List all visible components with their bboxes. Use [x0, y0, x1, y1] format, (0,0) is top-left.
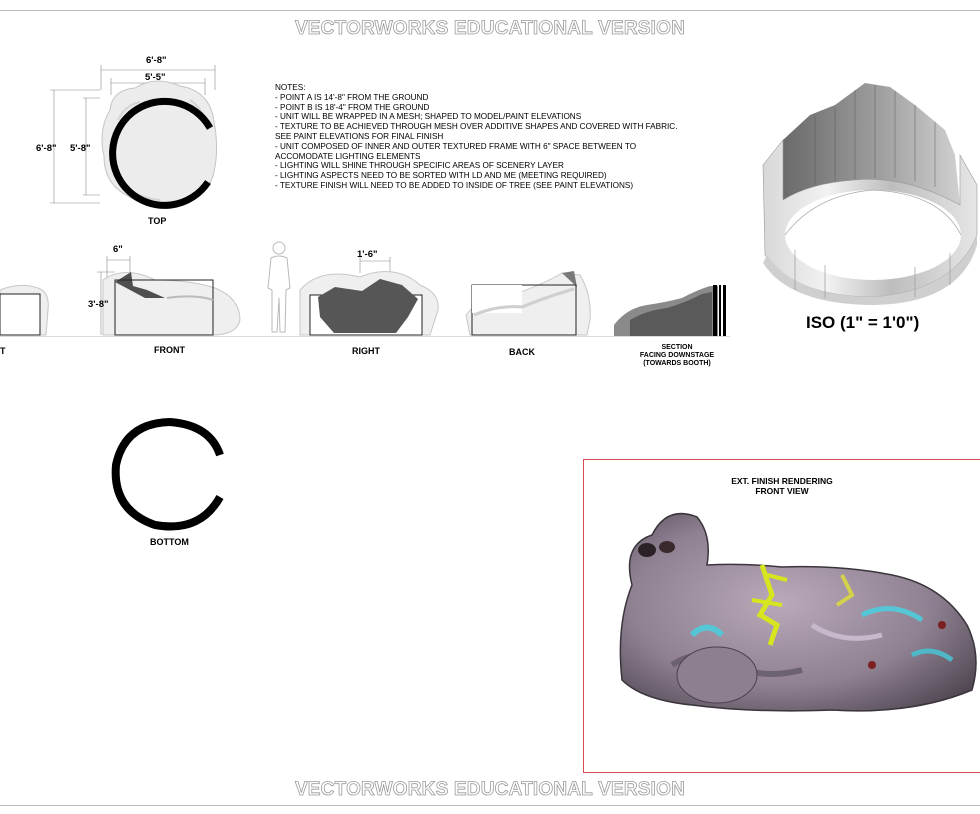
front-elevation-drawing — [95, 250, 245, 340]
top-dim-inner-width: 5'-5" — [145, 72, 166, 83]
top-border-line — [0, 10, 980, 11]
notes-block — [275, 83, 677, 191]
left-elevation-drawing — [0, 280, 55, 340]
front-elevation-label: FRONT — [154, 345, 185, 355]
note-line: - TEXTURE FINISH WILL NEED TO BE ADDED TO INSIDE OF TREE (SEE PAINT ELEVATIONS) — [275, 180, 634, 190]
note-line: - POINT B IS 18'-4" FROM THE GROUND — [275, 102, 430, 112]
rendering-title — [584, 476, 980, 496]
top-view-label: TOP — [148, 216, 167, 226]
rendering-title-line: EXT. FINISH RENDERING — [731, 476, 833, 486]
section-label-line: SECTION — [661, 344, 693, 351]
section-label — [617, 344, 737, 368]
note-line: ACCOMODATE LIGHTING ELEMENTS — [275, 151, 421, 161]
right-dim-top: 1'-6" — [357, 249, 378, 260]
rendering-title-line: FRONT VIEW — [755, 486, 809, 496]
top-dim-inner-height: 5'-8" — [70, 143, 91, 154]
top-dim-outer-width: 6'-8" — [146, 55, 167, 66]
note-line: SEE PAINT ELEVATIONS FOR FINAL FINISH — [275, 131, 444, 141]
iso-view-drawing — [755, 75, 980, 305]
notes-heading: NOTES: — [275, 83, 306, 92]
watermark-top: VECTORWORKS EDUCATIONAL VERSION — [294, 18, 686, 39]
bottom-view-drawing — [110, 415, 230, 535]
section-drawing — [612, 280, 727, 340]
bottom-border-line — [0, 805, 980, 806]
back-elevation-drawing — [462, 265, 597, 340]
note-line: - TEXTURE TO BE ACHIEVED THROUGH MESH OVER ADDITIVE SHAPES AND COVERED WITH FABRIC. — [275, 122, 678, 132]
rendering-frame — [583, 459, 980, 773]
back-elevation-label: BACK — [509, 347, 535, 357]
note-line: - LIGHTING ASPECTS NEED TO BE SORTED WITH LD AND ME (MEETING REQUIRED) — [275, 171, 607, 181]
watermark-bottom: VECTORWORKS EDUCATIONAL VERSION — [294, 779, 686, 800]
section-label-line: (TOWARDS BOOTH) — [643, 360, 711, 367]
top-dim-outer-height: 6'-8" — [36, 143, 57, 154]
rendering-image — [612, 505, 980, 725]
note-line: - POINT A IS 14'-8" FROM THE GROUND — [275, 92, 429, 102]
right-elevation-drawing — [290, 255, 445, 340]
right-elevation-label: RIGHT — [352, 346, 380, 356]
note-line: - UNIT WILL BE WRAPPED IN A MESH; SHAPED TO MODEL/PAINT ELEVATIONS — [275, 112, 582, 122]
top-view-drawing — [40, 50, 230, 220]
bottom-view-label: BOTTOM — [150, 537, 189, 547]
note-line: - UNIT COMPOSED OF INNER AND OUTER TEXTURED FRAME WITH 6" SPACE BETWEEN TO — [275, 141, 637, 151]
iso-label: ISO (1" = 1'0") — [806, 313, 920, 332]
left-elevation-label: T — [0, 346, 6, 356]
front-dim-top: 6" — [113, 244, 123, 255]
ground-line — [0, 336, 730, 337]
front-dim-side: 3'-8" — [88, 299, 109, 310]
note-line: - LIGHTING WILL SHINE THROUGH SPECIFIC AREAS OF SCENERY LAYER — [275, 161, 564, 171]
section-label-line: FACING DOWNSTAGE — [639, 352, 715, 359]
